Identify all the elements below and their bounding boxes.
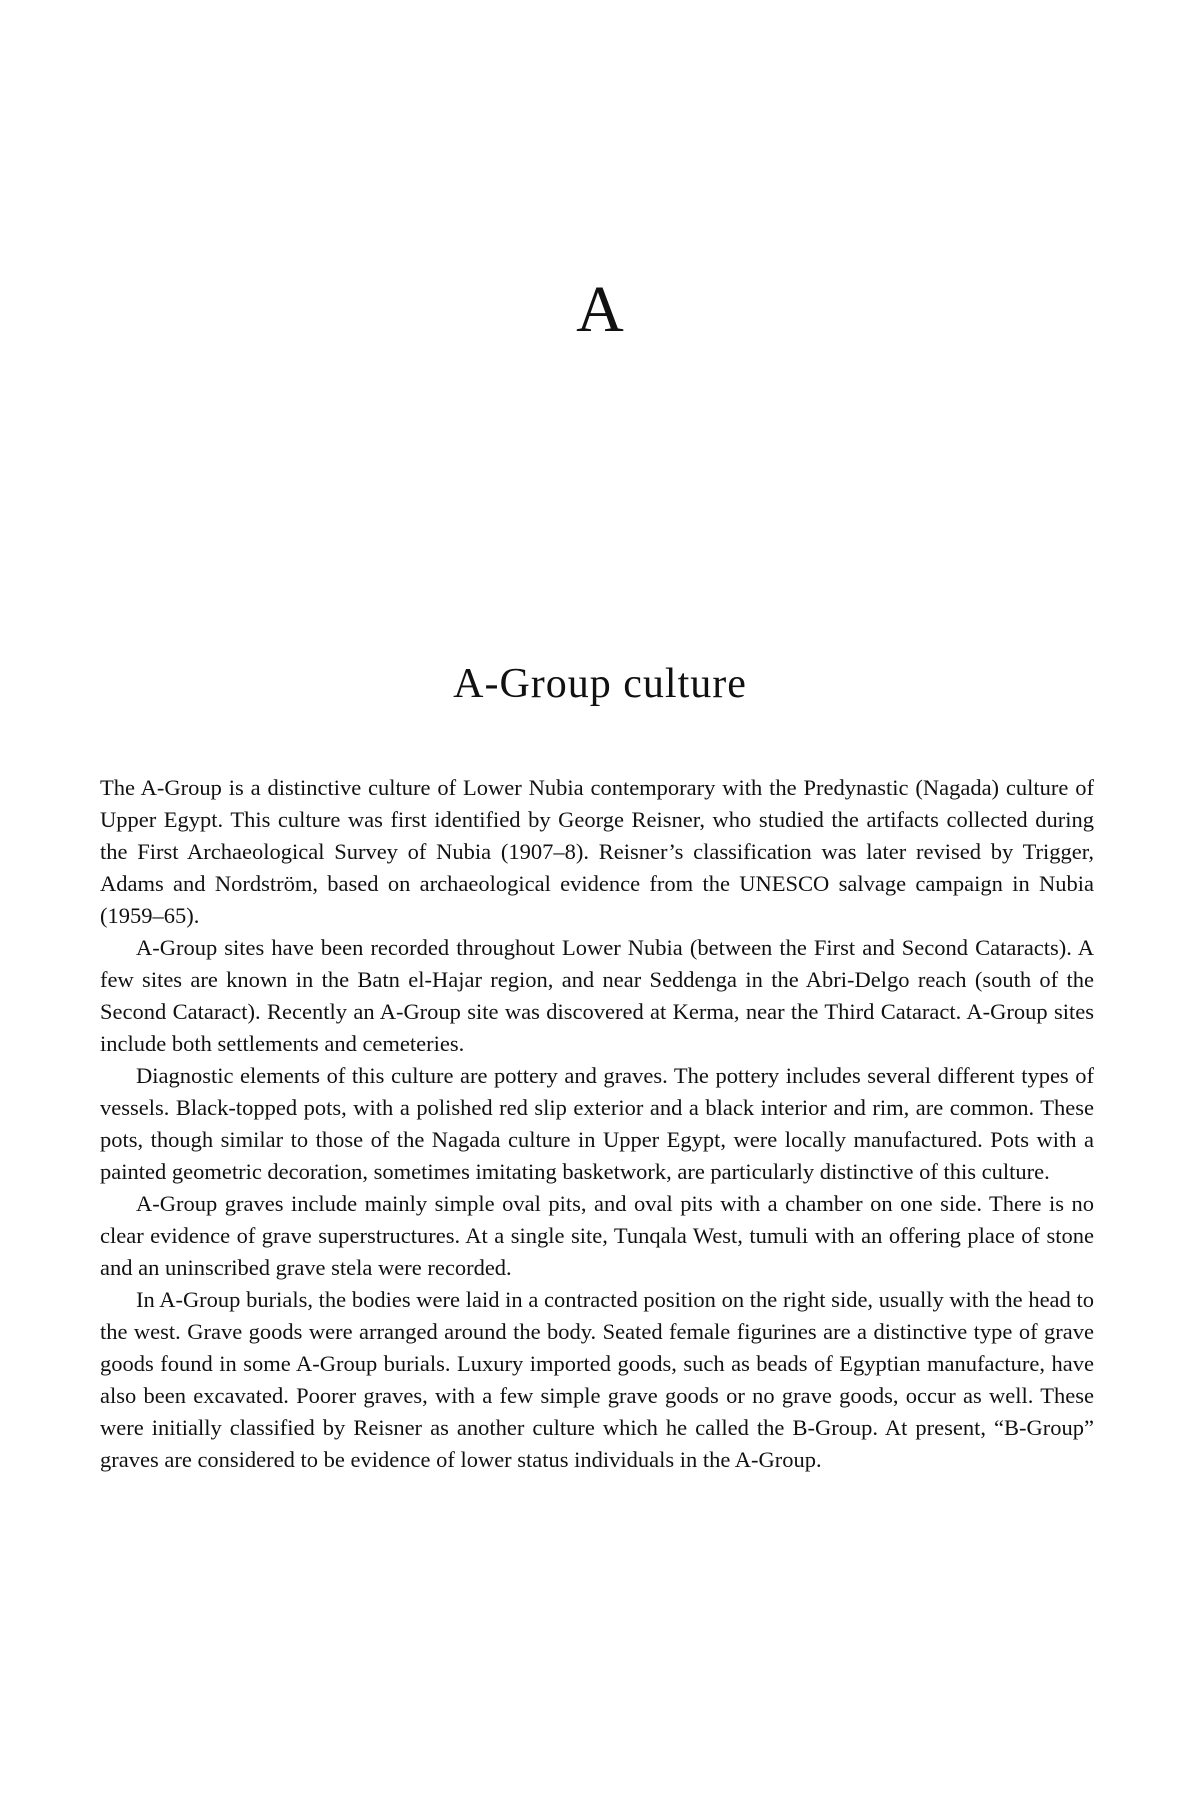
entry-body: [100, 772, 1094, 1476]
paragraph-sites: A-Group sites have been recorded throughout Lower Nubia (between the First and Second Cataracts). A few sites are known in the Batn el-Hajar region, and near Seddenga in the Abri-Delgo reach (south of the Second Cataract). Recently an A-Group site was discovered at Kerma, near the Third Cataract. A-Group sites include both settlements and cemeteries.: [100, 935, 1094, 1056]
paragraph-burials: In A-Group burials, the bodies were laid in a contracted position on the right side, usually with the head to the west. Grave goods were arranged around the body. Seated female figurines are a distinctive type of grave goods found in some A-Group burials. Luxury imported goods, such as beads of Egyptian manufacture, have also been excavated. Poorer graves, with a few simple grave goods or no grave goods, occur as well. These were initially classified by Reisner as another culture which he called the B-Group. At present, “B-Group” graves are considered to be evidence of lower status individuals in the A-Group.: [100, 1287, 1094, 1472]
paragraph-pottery: Diagnostic elements of this culture are pottery and graves. The pottery includes several different types of vessels. Black-topped pots, with a polished red slip exterior and a black interior and rim, are common. These pots, though similar to those of the Nagada culture in Upper Egypt, were locally manufactured. Pots with a painted geometric decoration, sometimes imitating basketwork, are particularly distinctive of this culture.: [100, 1063, 1094, 1184]
section-letter-heading: A: [576, 273, 624, 346]
entry-title: A-Group culture: [453, 661, 747, 707]
paragraph-graves: A-Group graves include mainly simple oval pits, and oval pits with a chamber on one side. There is no clear evidence of grave superstructures. At a single site, Tunqala West, tumuli with an offering place of stone and an uninscribed grave stela were recorded.: [100, 1191, 1094, 1280]
paragraph-intro: The A-Group is a distinctive culture of Lower Nubia contemporary with the Predynastic (Nagada) culture of Upper Egypt. This culture was first identified by George Reisner, who studied the artifacts collected during the First Archaeological Survey of Nubia (1907–8). Reisner’s classification was later revised by Trigger, Adams and Nordström, based on archaeological evidence from the UNESCO salvage campaign in Nubia (1959–65).: [100, 775, 1094, 928]
